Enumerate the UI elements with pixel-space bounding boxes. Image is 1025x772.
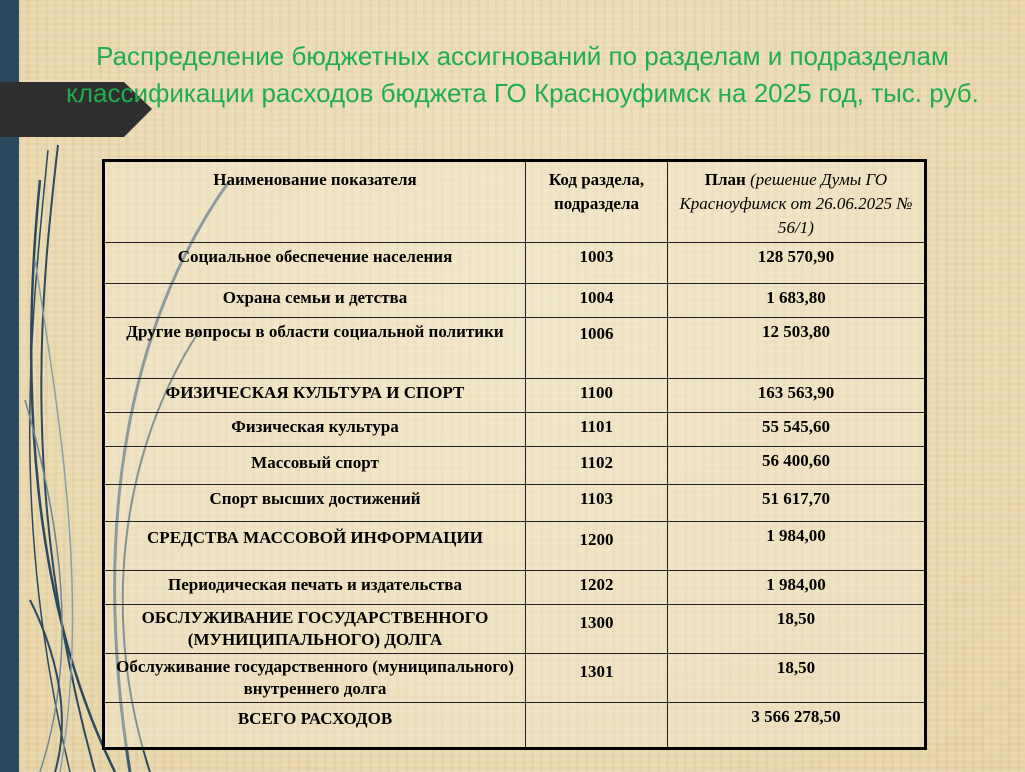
table-row — [104, 485, 926, 522]
table-row — [104, 379, 926, 413]
row-name: ФИЗИЧЕСКАЯ КУЛЬТУРА И СПОРТ — [104, 379, 526, 413]
header-plan-note: (решение Думы ГО Красноуфимск от 26.06.2025 № 56/1) — [679, 170, 913, 237]
table-row — [104, 284, 926, 318]
row-name: Спорт высших достижений — [104, 485, 526, 522]
row-code — [526, 703, 668, 749]
row-code: 1200 — [526, 522, 668, 571]
row-name: Другие вопросы в области социальной политики — [104, 318, 526, 379]
header-name: Наименование показателя — [104, 161, 526, 243]
row-value: 51 617,70 — [668, 485, 926, 522]
table-row — [104, 522, 926, 571]
row-value: 1 683,80 — [668, 284, 926, 318]
row-value: 12 503,80 — [668, 318, 926, 379]
row-code: 1101 — [526, 413, 668, 447]
budget-table — [102, 159, 927, 750]
row-value: 3 566 278,50 — [668, 703, 926, 749]
header-row — [104, 161, 926, 243]
row-value: 56 400,60 — [668, 447, 926, 485]
row-name: Массовый спорт — [104, 447, 526, 485]
row-value: 18,50 — [668, 605, 926, 654]
table-row — [104, 243, 926, 284]
table-row — [104, 447, 926, 485]
row-code: 1202 — [526, 571, 668, 605]
row-name: ВСЕГО РАСХОДОВ — [104, 703, 526, 749]
row-code: 1004 — [526, 284, 668, 318]
row-code: 1003 — [526, 243, 668, 284]
table-row — [104, 413, 926, 447]
row-value: 18,50 — [668, 654, 926, 703]
row-value: 163 563,90 — [668, 379, 926, 413]
row-name: Охрана семьи и детства — [104, 284, 526, 318]
row-code: 1100 — [526, 379, 668, 413]
page-title: Распределение бюджетных ассигнований по разделам и подразделам классификации расходов бюджета ГО Красноуфимск на 2025 год, тыс. руб. — [66, 41, 979, 108]
header-code: Код раздела, подраздела — [526, 161, 668, 243]
table-row — [104, 605, 926, 654]
row-code: 1300 — [526, 605, 668, 654]
header-plan — [668, 161, 926, 243]
row-value: 55 545,60 — [668, 413, 926, 447]
table-row-total — [104, 703, 926, 749]
row-code: 1103 — [526, 485, 668, 522]
row-value: 128 570,90 — [668, 243, 926, 284]
row-value: 1 984,00 — [668, 522, 926, 571]
table-row — [104, 654, 926, 703]
row-name: Обслуживание государственного (муниципального) внутреннего долга — [104, 654, 526, 703]
table-row — [104, 318, 926, 379]
row-code: 1301 — [526, 654, 668, 703]
header-plan-label: План — [704, 170, 746, 189]
row-name: ОБСЛУЖИВАНИЕ ГОСУДАРСТВЕННОГО (МУНИЦИПАЛЬНОГО) ДОЛГА — [104, 605, 526, 654]
row-value: 1 984,00 — [668, 571, 926, 605]
table-row — [104, 571, 926, 605]
row-code: 1102 — [526, 447, 668, 485]
row-name: СРЕДСТВА МАССОВОЙ ИНФОРМАЦИИ — [104, 522, 526, 571]
row-code: 1006 — [526, 318, 668, 379]
row-name: Периодическая печать и издательства — [104, 571, 526, 605]
row-name: Социальное обеспечение населения — [104, 243, 526, 284]
row-name: Физическая культура — [104, 413, 526, 447]
